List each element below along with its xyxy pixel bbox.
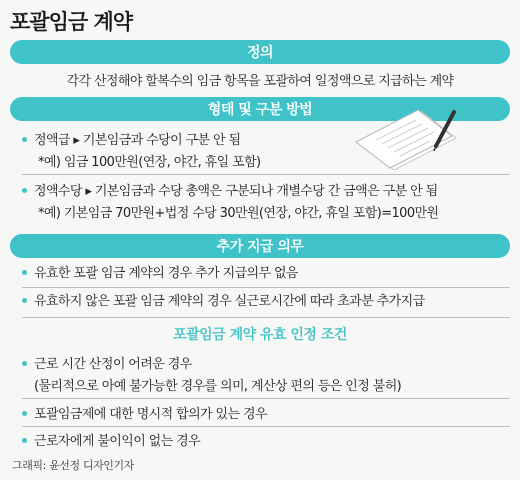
document-with-pen-icon [352, 104, 462, 170]
forms-item1-line2: *예) 임금 100만원(연장, 야간, 휴일 포함) [38, 155, 261, 170]
conditions-title: 포괄임금 계약 유효 인정 조건 [173, 327, 347, 343]
divider [22, 426, 510, 427]
conditions-item3: 근로자에게 불이익이 없는 경우 [34, 434, 201, 449]
forms-item2-line1: 정액수당 ▸ 기본임금과 수당 총액은 구분되나 개별수당 간 금액은 구분 안 됨 [34, 184, 438, 199]
bullet-icon [22, 361, 27, 366]
bullet-icon [22, 438, 27, 443]
definition-text: 각각 산정해야 할복수의 임금 항목을 포괄하여 일정액으로 지급하는 계약 [66, 74, 454, 89]
section-header-definition: 정의 [10, 40, 510, 64]
bullet-icon [22, 411, 27, 416]
bullet-icon [22, 270, 27, 275]
divider [22, 174, 510, 175]
graphic-credit: 그래픽: 윤선정 디자인기자 [12, 459, 134, 472]
bullet-icon [22, 188, 27, 193]
conditions-item1-line1: 근로 시간 산정이 어려운 경우 [34, 357, 192, 372]
additional-item2: 유효하지 않은 포괄 임금 계약의 경우 실근로시간에 따라 초과분 추가지급 [34, 294, 425, 309]
bullet-icon [22, 298, 27, 303]
section-header-forms: 형태 및 구분 방법 [10, 97, 510, 121]
divider [22, 398, 510, 399]
forms-item2-line2: *예) 기본임금 70만원+법정 수당 30만원(연장, 야간, 휴일 포함)=100만원 [38, 206, 439, 221]
conditions-item2: 포괄임금제에 대한 명시적 합의가 있는 경우 [34, 407, 267, 422]
section-header-additional: 추가 지급 의무 [10, 234, 510, 258]
divider [22, 317, 510, 318]
additional-item1: 유효한 포괄 임금 계약의 경우 추가 지급의무 없음 [34, 266, 298, 281]
forms-item1-line1: 정액급 ▸ 기본임금과 수당이 구분 안 됨 [34, 133, 241, 148]
divider [22, 287, 510, 288]
conditions-item1-line2: (물리적으로 아예 불가능한 경우를 의미, 계산상 편의 등은 인정 불허) [34, 379, 402, 394]
page-title: 포괄임금 계약 [10, 10, 133, 34]
bullet-icon [22, 137, 27, 142]
